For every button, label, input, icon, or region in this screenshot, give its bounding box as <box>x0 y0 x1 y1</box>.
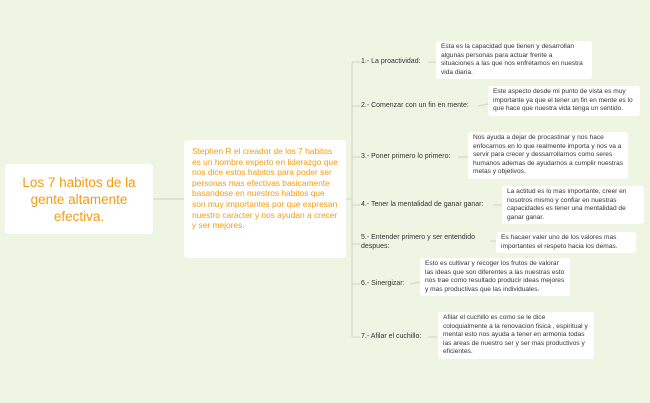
root-topic[interactable] <box>5 164 153 234</box>
habit-2-label[interactable]: 2.- Comenzar con un fin en mente: <box>361 102 469 109</box>
habit-1-label[interactable]: 1.- La proactividad: <box>361 58 421 65</box>
central-text: Stephen R el creador de los 7 habitos es un hombre experto en liderazgo que nos dice estos habitos para poder ser personas mas efectivas basicamente basandose en nuestros habitos que son muy importantes por que expresan nuestro caracter y nos ayudan a crecer y ser mejores. <box>192 146 338 231</box>
habit-4-detail[interactable]: La actitud es lo mas importante, creer en nosotros mismo y confiar en nuestras capacidades es tener una mentalidad de ganar ganar. <box>502 186 644 224</box>
connector-detail-2 <box>478 104 488 106</box>
habit-2-detail[interactable]: Este aspecto desde mi punto de vista es muy importante ya que el tener un fin en mente es lo que hace que nuestra vida tenga un sentido. <box>488 86 640 116</box>
connector-detail-6 <box>410 282 420 284</box>
habit-3-detail[interactable]: Nos ayuda a dejar de procastinar y nos hace enfocarnos en lo que realmente importa y nos va a servir para crecer y dessarrollarnos como seres humanos ademas de ayudarnos a cumplir nuestras metas y objetivos. <box>468 132 628 179</box>
root-title: Los 7 habitos de la gente altamente efectiva. <box>22 174 136 224</box>
habit-4-label[interactable]: 4.- Tener la mentalidad de ganar ganar: <box>361 201 484 208</box>
habit-5-detail[interactable]: Es hacaer valer uno de los valores mas importantes el respeto hacia los demas. <box>496 232 636 253</box>
habit-7-label[interactable]: 7.- Afilar el cuchillo: <box>361 333 422 340</box>
habit-6-label[interactable]: 6.- Sinergizar: <box>361 280 405 287</box>
habit-5-label[interactable]: 5.- Entender primero y ser entendido despues: <box>361 234 476 250</box>
habit-6-detail[interactable]: Esto es cultivar y recoger los frutos de valorar las ideas que son diferentes a las nuestras esto nos trae como resultado producir ideas mejores y mas productivas que las individuales. <box>420 258 570 296</box>
habit-1-detail[interactable]: Esta es la capacidad que tienen y desarrollan algunas personas para actuar frente a situaciones a las que nos enfretamos en nuestra vida diaria. <box>436 41 592 79</box>
habit-7-detail[interactable]: Afilar el cuchillo es como se le dice coloquialmente a la renovacion fisica , espiritual y mental esto nos ayuda a tener en armonia todas las areas de nuestro ser y ser mas productivos y eficientes. <box>438 312 594 359</box>
habit-3-label[interactable]: 3.- Poner primero lo primero: <box>361 153 451 160</box>
central-topic[interactable] <box>184 140 346 258</box>
